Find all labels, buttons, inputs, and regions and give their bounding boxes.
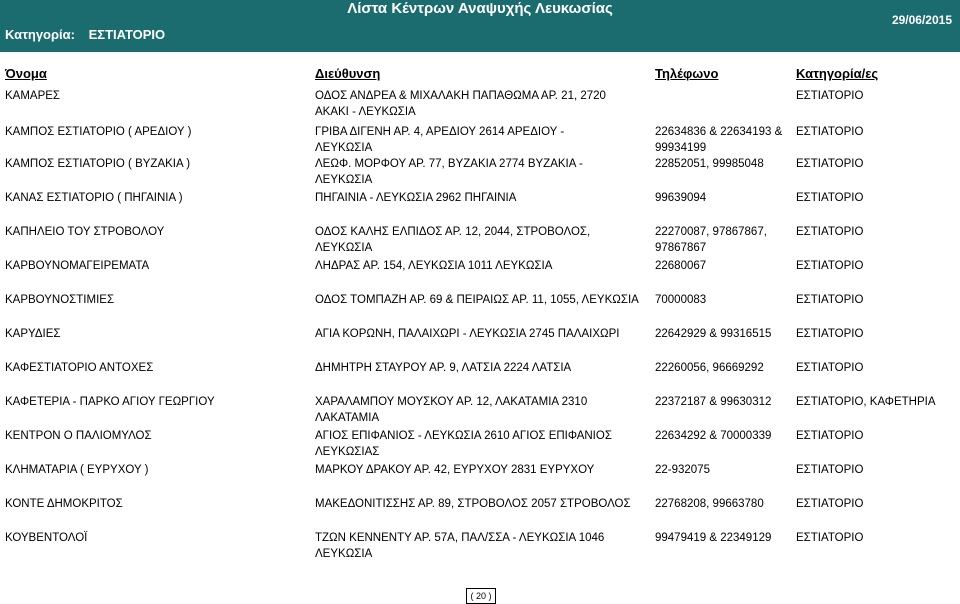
row-category-text: ΕΣΤΙΑΤΟΡΙΟ xyxy=(796,226,864,238)
row-category xyxy=(796,360,863,376)
column-header-address: Διεύθυνση xyxy=(315,66,381,81)
row-address xyxy=(315,394,587,426)
row-category-text: ΕΣΤΙΑΤΟΡΙΟ xyxy=(796,294,864,306)
row-phone-line1: 22852051, 99985048 xyxy=(655,158,764,170)
row-address-line2: ΛΑΚΑΤΑΜΙΑ xyxy=(315,412,380,424)
row-phone xyxy=(655,530,771,546)
row-name xyxy=(5,124,191,140)
row-name xyxy=(5,88,60,104)
category-label: Κατηγορία: xyxy=(5,27,75,42)
row-category xyxy=(796,88,863,104)
page-number: ( 20 ) xyxy=(466,588,496,604)
row-name xyxy=(5,530,87,546)
row-name-text: ΚΑΡΒΟΥΝΟΜΑΓΕΙΡΕΜΑΤΑ xyxy=(5,260,150,272)
row-name xyxy=(5,326,60,342)
row-name-text: ΚΑΦΕΣΤΙΑΤΟΡΙΟ ΑΝΤΟΧΕΣ xyxy=(5,362,154,374)
row-name-text: ΚΑΠΗΛΕΙΟ ΤΟΥ ΣΤΡΟΒΟΛΟΥ xyxy=(5,226,165,238)
page-title: Λίστα Κέντρων Αναψυχής Λευκωσίας xyxy=(347,0,613,17)
row-address-line2: ΛΕΥΚΩΣΙΑΣ xyxy=(315,446,380,458)
row-address-line1: ΜΑΚΕΔΟΝΙΤΙΣΣΗΣ ΑΡ. 89, ΣΤΡΟΒΟΛΟΣ 2057 ΣΤΡΟΒΟΛΟΣ xyxy=(315,498,631,510)
row-category xyxy=(796,292,863,308)
row-address-line2: ΛΕΥΚΩΣΙΑ xyxy=(315,548,373,560)
category-value: ΕΣΤΙΑΤΟΡΙΟ xyxy=(88,27,166,42)
row-category-text: ΕΣΤΙΑΤΟΡΙΟ xyxy=(796,328,864,340)
row-phone-line2: 97867867 xyxy=(655,242,707,254)
row-name xyxy=(5,224,164,240)
column-header-category: Κατηγορία/ες xyxy=(796,66,879,81)
row-address-line1: ΤΖΩΝ ΚΕΝΝΕΝΤΥ ΑΡ. 57Α, ΠΑΛ/ΣΣΑ - ΛΕΥΚΩΣΙΑ 1046 xyxy=(315,532,605,544)
row-name xyxy=(5,360,153,376)
row-address-line2: ΛΕΥΚΩΣΙΑ xyxy=(315,174,373,186)
row-address xyxy=(315,190,516,206)
row-category-text: ΕΣΤΙΑΤΟΡΙΟ xyxy=(796,192,864,204)
row-category xyxy=(796,190,863,206)
row-name xyxy=(5,394,215,410)
row-address xyxy=(315,530,604,562)
row-category xyxy=(796,326,863,342)
row-phone xyxy=(655,292,706,308)
row-address xyxy=(315,462,594,478)
row-phone xyxy=(655,496,764,512)
row-category-text: ΕΣΤΙΑΤΟΡΙΟ xyxy=(796,158,864,170)
row-address-line2: ΛΕΥΚΩΣΙΑ xyxy=(315,142,373,154)
row-name xyxy=(5,292,114,308)
row-phone-line1: 22768208, 99663780 xyxy=(655,498,764,510)
row-phone xyxy=(655,326,771,342)
row-address-line1: ΟΔΟΣ ΑΝΔΡΕΑ & ΜΙΧΑΛΑΚΗ ΠΑΠΑΘΩΜΑ ΑΡ. 21, 2720 xyxy=(315,90,606,102)
row-phone-line1: 22634836 & 22634193 & xyxy=(655,126,783,138)
row-name xyxy=(5,462,148,478)
row-category xyxy=(796,530,863,546)
row-phone-line1: 99479419 & 22349129 xyxy=(655,532,772,544)
row-address-line2: ΑΚΑΚΙ - ΛΕΥΚΩΣΙΑ xyxy=(315,106,416,118)
row-category xyxy=(796,496,863,512)
row-name-text: ΚΑΦΕΤΕΡΙΑ - ΠΑΡΚΟ ΑΓΙΟΥ ΓΕΩΡΓΙΟΥ xyxy=(5,396,215,408)
row-category-text: ΕΣΤΙΑΤΟΡΙΟ xyxy=(796,532,864,544)
row-address-line1: ΛΕΩΦ. ΜΟΡΦΟΥ ΑΡ. 77, ΒΥΖΑΚΙΑ 2774 ΒΥΖΑΚΙΑ - xyxy=(315,158,583,170)
row-name-text: ΚΑΜΠΟΣ ΕΣΤΙΑΤΟΡΙΟ ( ΒΥΖΑΚΙΑ ) xyxy=(5,158,191,170)
row-address xyxy=(315,496,631,512)
row-address-line1: ΔΗΜΗΤΡΗ ΣΤΑΥΡΟΥ ΑΡ. 9, ΛΑΤΣΙΑ 2224 ΛΑΤΣΙΑ xyxy=(315,362,572,374)
row-address xyxy=(315,326,619,342)
row-phone xyxy=(655,190,706,206)
row-phone-line1: 22642929 & 99316515 xyxy=(655,328,772,340)
row-address xyxy=(315,428,612,460)
row-address-line1: ΧΑΡΑΛΑΜΠΟΥ ΜΟΥΣΚΟΥ ΑΡ. 12, ΛΑΚΑΤΑΜΙΑ 2310 xyxy=(315,396,588,408)
row-phone-line1: 22270087, 97867867, xyxy=(655,226,767,238)
category-filter xyxy=(5,27,165,42)
row-address-line1: ΜΑΡΚΟΥ ΔΡΑΚΟΥ ΑΡ. 42, ΕΥΡΥΧΟΥ 2831 ΕΥΡΥΧΟΥ xyxy=(315,464,595,476)
row-phone xyxy=(655,428,771,444)
row-name-text: ΚΑΜΑΡΕΣ xyxy=(5,90,61,102)
row-name xyxy=(5,190,183,206)
row-name xyxy=(5,156,190,172)
row-phone-line1: 22680067 xyxy=(655,260,707,272)
row-category-text: ΕΣΤΙΑΤΟΡΙΟ xyxy=(796,90,864,102)
column-header-name: Όνομα xyxy=(5,66,47,81)
row-category xyxy=(796,428,863,444)
row-name-text: ΚΕΝΤΡΟΝ Ο ΠΑΛΙΟΜΥΛΟΣ xyxy=(5,430,152,442)
row-name-text: ΚΛΗΜΑΤΑΡΙΑ ( ΕΥΡΥΧΟΥ ) xyxy=(5,464,149,476)
row-category-text: ΕΣΤΙΑΤΟΡΙΟ xyxy=(796,464,864,476)
row-phone xyxy=(655,394,771,410)
row-category-text: ΕΣΤΙΑΤΟΡΙΟ xyxy=(796,498,864,510)
row-category xyxy=(796,258,863,274)
page-header xyxy=(0,0,960,52)
row-name-text: ΚΟΝΤΕ ΔΗΜΟΚΡΙΤΟΣ xyxy=(5,498,123,510)
row-address-line2: ΛΕΥΚΩΣΙΑ xyxy=(315,242,373,254)
row-category xyxy=(796,394,936,410)
row-category xyxy=(796,156,863,172)
row-address xyxy=(315,292,639,308)
row-address-line1: ΟΔΟΣ ΚΑΛΗΣ ΕΛΠΙΔΟΣ ΑΡ. 12, 2044, ΣΤΡΟΒΟΛΟΣ, xyxy=(315,226,591,238)
row-address-line1: ΑΓΙΑ ΚΟΡΩΝΗ, ΠΑΛΑΙΧΩΡΙ - ΛΕΥΚΩΣΙΑ 2745 ΠΑΛΑΙΧΩΡΙ xyxy=(315,328,620,340)
row-name-text: ΚΟΥΒΕΝΤΟΛΟΪ xyxy=(5,532,88,544)
row-name-text: ΚΑΝΑΣ ΕΣΤΙΑΤΟΡΙΟ ( ΠΗΓΑΙΝΙΑ ) xyxy=(5,192,183,204)
row-phone-line1: 22372187 & 99630312 xyxy=(655,396,772,408)
row-address xyxy=(315,258,552,274)
row-phone xyxy=(655,360,764,376)
row-phone-line1: 22260056, 96669292 xyxy=(655,362,764,374)
row-category xyxy=(796,224,863,240)
row-name xyxy=(5,428,152,444)
row-category-text: ΕΣΤΙΑΤΟΡΙΟ xyxy=(796,126,864,138)
row-name xyxy=(5,496,123,512)
row-phone xyxy=(655,462,710,478)
row-phone xyxy=(655,156,764,172)
row-name-text: ΚΑΜΠΟΣ ΕΣΤΙΑΤΟΡΙΟ ( ΑΡΕΔΙΟΥ ) xyxy=(5,126,192,138)
row-address xyxy=(315,156,583,188)
row-name xyxy=(5,258,149,274)
row-phone-line1: 99639094 xyxy=(655,192,707,204)
row-category xyxy=(796,124,863,140)
row-address xyxy=(315,360,571,376)
row-address-line1: ΟΔΟΣ ΤΟΜΠΑΖΗ ΑΡ. 69 & ΠΕΙΡΑΙΩΣ ΑΡ. 11, 1055, ΛΕΥΚΩΣΙΑ xyxy=(315,294,639,306)
row-address xyxy=(315,88,606,120)
row-phone-line1: 22-932075 xyxy=(655,464,710,476)
row-address-line1: ΑΓΙΟΣ ΕΠΙΦΑΝΙΟΣ - ΛΕΥΚΩΣΙΑ 2610 ΑΓΙΟΣ ΕΠΙΦΑΝΙΟΣ xyxy=(315,430,612,442)
row-address xyxy=(315,124,564,156)
row-address xyxy=(315,224,590,256)
row-category-text: ΕΣΤΙΑΤΟΡΙΟ xyxy=(796,430,864,442)
row-phone-line1: 22634292 & 70000339 xyxy=(655,430,772,442)
row-phone xyxy=(655,224,767,256)
report-date: 29/06/2015 xyxy=(891,13,952,27)
row-phone-line2: 99934199 xyxy=(655,142,707,154)
row-name-text: ΚΑΡΥΔΙΕΣ xyxy=(5,328,61,340)
row-address-line1: ΓΡΙΒΑ ΔΙΓΕΝΗ ΑΡ. 4, ΑΡΕΔΙΟΥ 2614 ΑΡΕΔΙΟΥ - xyxy=(315,126,565,138)
column-header-phone: Τηλέφωνο xyxy=(655,66,719,81)
row-category-text: ΕΣΤΙΑΤΟΡΙΟ, ΚΑΦΕΤΗΡΙΑ xyxy=(796,396,936,408)
row-phone-line1: 70000083 xyxy=(655,294,707,306)
row-name-text: ΚΑΡΒΟΥΝΟΣΤΙΜΙΕΣ xyxy=(5,294,115,306)
row-category-text: ΕΣΤΙΑΤΟΡΙΟ xyxy=(796,362,864,374)
row-category-text: ΕΣΤΙΑΤΟΡΙΟ xyxy=(796,260,864,272)
row-category xyxy=(796,462,863,478)
row-address-line1: ΛΗΔΡΑΣ ΑΡ. 154, ΛΕΥΚΩΣΙΑ 1011 ΛΕΥΚΩΣΙΑ xyxy=(315,260,553,272)
row-address-line1: ΠΗΓΑΙΝΙΑ - ΛΕΥΚΩΣΙΑ 2962 ΠΗΓΑΙΝΙΑ xyxy=(315,192,517,204)
row-phone xyxy=(655,258,706,274)
row-phone xyxy=(655,124,782,156)
